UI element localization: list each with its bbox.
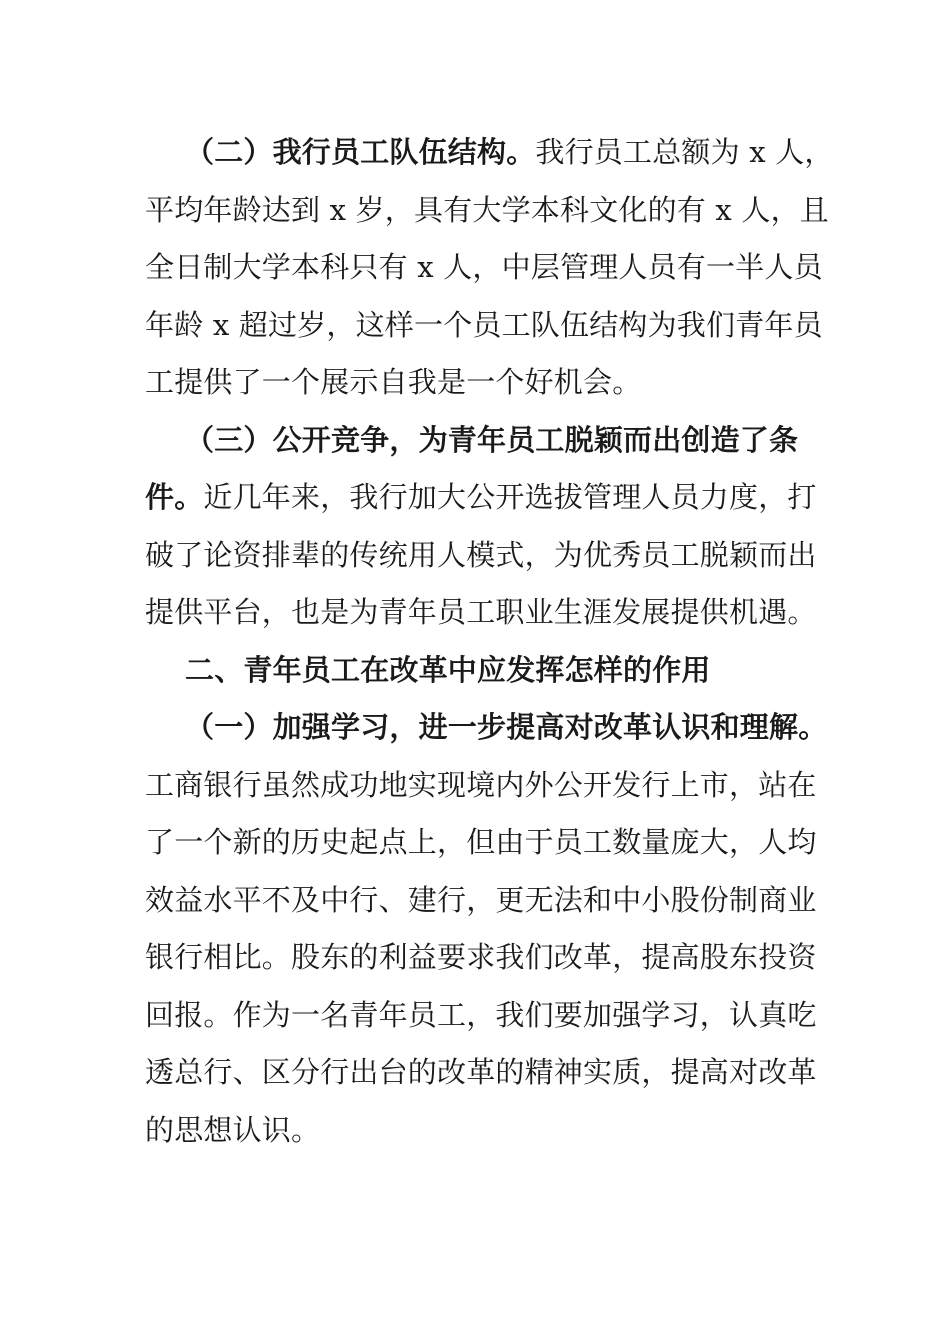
paragraph-line: 年龄 x 超过岁，这样一个员工队伍结构为我们青年员 — [145, 307, 823, 342]
paragraph-text: 近几年来，我行加大公开选拔管理人员力度，打 — [203, 480, 817, 514]
paragraph-line: 银行相比。股东的利益要求我们改革，提高股东投资 — [145, 940, 817, 974]
document-body — [145, 124, 834, 1159]
paragraph-line: 全日制大学本科只有 x 人，中层管理人员有一半人员 — [145, 250, 823, 284]
paragraph-lead-heading: （一）加强学习，进一步提高对改革认识和理解。 — [185, 710, 828, 744]
paragraph-line: 提供平台，也是为青年员工职业生涯发展提供机遇。 — [145, 595, 817, 629]
paragraph-line: 的思想认识。 — [145, 1112, 321, 1147]
paragraph-line: 回报。作为一名青年员工，我们要加强学习，认真吃 — [145, 997, 817, 1032]
paragraph-staff-structure — [145, 124, 834, 412]
paragraph-line: 工提供了一个展示自我是一个好机会。 — [145, 365, 642, 399]
paragraph-line: 了一个新的历史起点上，但由于员工数量庞大，人均 — [145, 825, 817, 859]
paragraph-line: 破了论资排辈的传统用人模式，为优秀员工脱颖而出 — [145, 537, 817, 572]
paragraph-line: 平均年龄达到 x 岁，具有大学本科文化的有 x 人，且 — [145, 192, 829, 227]
paragraph-line: 工商银行虽然成功地实现境内外公开发行上市，站在 — [145, 767, 817, 802]
paragraph-lead-heading: （二）我行员工队伍结构。 — [185, 135, 536, 169]
paragraph-strengthen-learning — [145, 699, 828, 1159]
paragraph-open-competition — [145, 412, 817, 642]
paragraph-line: 效益水平不及中行、建行，更无法和中小股份制商业 — [145, 882, 817, 917]
section-heading-text: 二、青年员工在改革中应发挥怎样的作用 — [185, 652, 711, 687]
paragraph-line: 透总行、区分行出台的改革的精神实质，提高对改革 — [145, 1055, 817, 1089]
section-heading — [145, 642, 810, 700]
paragraph-line — [145, 469, 817, 527]
paragraph-line — [145, 124, 834, 182]
paragraph-text: 我行员工总额为 x 人， — [535, 135, 834, 169]
paragraph-lead-heading-end: 件。 — [145, 480, 204, 514]
paragraph-lead-heading: （三）公开竞争，为青年员工脱颖而出创造了条 — [185, 422, 799, 457]
